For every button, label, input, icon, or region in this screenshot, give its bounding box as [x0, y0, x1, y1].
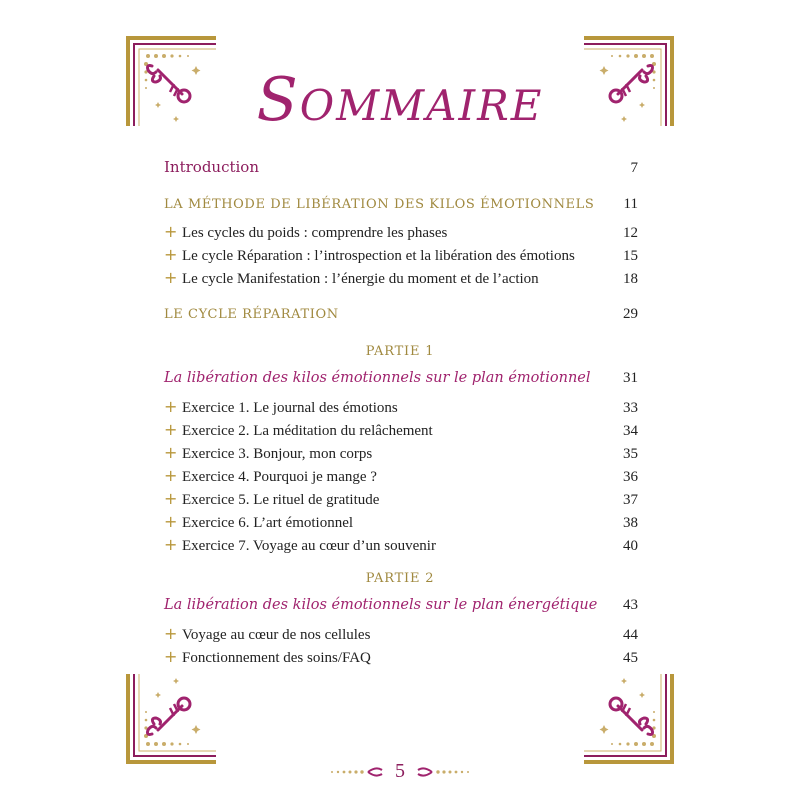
- part-heading-2: PARTIE 2: [365, 571, 435, 586]
- toc-item-label: Fonctionnement des soins/FAQ: [182, 650, 371, 666]
- toc-page-number: 37: [623, 492, 638, 508]
- toc-item-label: Exercice 1. Le journal des émotions: [182, 400, 398, 416]
- plus-icon: +: [164, 489, 178, 508]
- toc-item[interactable]: [164, 222, 638, 242]
- plus-icon: +: [164, 222, 178, 241]
- part-heading-1: PARTIE 1: [365, 344, 435, 359]
- footer-left-ornament-icon: [328, 766, 384, 778]
- plus-icon: +: [164, 466, 178, 485]
- toc-page-number: 11: [623, 196, 638, 212]
- toc-page-number: 12: [623, 225, 638, 241]
- plus-icon: +: [164, 268, 178, 287]
- footer-page-number: 5: [395, 760, 405, 782]
- toc-item[interactable]: [164, 245, 638, 265]
- toc-part-title-2[interactable]: [164, 597, 638, 614]
- toc-page-number: 7: [630, 160, 638, 176]
- corner-ornament-bottom-left: [126, 672, 218, 764]
- toc-page-number: 34: [623, 423, 638, 439]
- toc-page-number: 29: [623, 306, 638, 322]
- toc-item[interactable]: [164, 535, 638, 555]
- toc-item[interactable]: [164, 420, 638, 440]
- toc-page-number: 45: [623, 650, 638, 666]
- toc-page-number: 44: [623, 627, 638, 643]
- plus-icon: +: [164, 443, 178, 462]
- toc-item[interactable]: [164, 489, 638, 509]
- toc-item[interactable]: [164, 512, 638, 532]
- toc-item-label: Exercice 6. L’art émotionnel: [182, 515, 354, 531]
- toc-page-number: 18: [623, 271, 638, 287]
- toc-section-label: LE CYCLE RÉPARATION: [164, 307, 339, 322]
- toc-entry-label: Introduction: [164, 158, 259, 176]
- toc-item-label: Exercice 5. Le rituel de gratitude: [182, 492, 380, 508]
- plus-icon: +: [164, 624, 178, 643]
- toc-item-label: Voyage au cœur de nos cellules: [182, 627, 371, 643]
- toc-item-label: Le cycle Réparation : l’introspection et la libération des émotions: [182, 248, 575, 264]
- toc-item[interactable]: [164, 624, 638, 644]
- toc-part-label: La libération des kilos émotionnels sur le plan émotionnel: [164, 370, 591, 386]
- toc-item-label: Les cycles du poids : comprendre les phases: [182, 225, 448, 241]
- toc-item-label: Exercice 4. Pourquoi je mange ?: [182, 469, 377, 485]
- toc-item-label: Exercice 3. Bonjour, mon corps: [182, 446, 373, 462]
- toc-item[interactable]: [164, 647, 638, 667]
- plus-icon: +: [164, 397, 178, 416]
- plus-icon: +: [164, 420, 178, 439]
- toc-page-number: 15: [623, 248, 638, 264]
- toc-section-methode[interactable]: [164, 196, 638, 213]
- toc-page-number: 38: [623, 515, 638, 531]
- toc-page-number: 33: [623, 400, 638, 416]
- plus-icon: +: [164, 647, 178, 666]
- plus-icon: +: [164, 535, 178, 554]
- toc-part-label: La libération des kilos émotionnels sur le plan énergétique: [164, 597, 598, 613]
- toc-page-number: 36: [623, 469, 638, 485]
- toc-item[interactable]: [164, 397, 638, 417]
- toc-section-cycle-reparation[interactable]: [164, 306, 638, 323]
- toc-item-label: Exercice 2. La méditation du relâchement: [182, 423, 433, 439]
- toc-item[interactable]: [164, 268, 638, 288]
- footer-right-ornament-icon: [416, 766, 472, 778]
- toc-item-label: Exercice 7. Voyage au cœur d’un souvenir: [182, 538, 436, 554]
- plus-icon: +: [164, 245, 178, 264]
- toc-part-title-1[interactable]: [164, 370, 638, 387]
- page-footer: [0, 760, 800, 783]
- toc-page-number: 35: [623, 446, 638, 462]
- toc-item-label: Le cycle Manifestation : l’énergie du moment et de l’action: [182, 271, 539, 287]
- toc-section-label: LA MÉTHODE DE LIBÉRATION DES KILOS ÉMOTIONNELS: [164, 197, 595, 212]
- toc-page-number: 40: [623, 538, 638, 554]
- plus-icon: +: [164, 512, 178, 531]
- toc-page-number: 43: [623, 597, 638, 613]
- toc-item[interactable]: [164, 443, 638, 463]
- toc-item[interactable]: [164, 466, 638, 486]
- key-ornament-icon: [126, 672, 218, 764]
- toc-entry-introduction[interactable]: [164, 158, 638, 177]
- toc-page-number: 31: [623, 370, 638, 386]
- corner-ornament-bottom-right: [582, 672, 674, 764]
- page-title: Sommaire: [256, 65, 544, 135]
- key-ornament-icon: [582, 672, 674, 764]
